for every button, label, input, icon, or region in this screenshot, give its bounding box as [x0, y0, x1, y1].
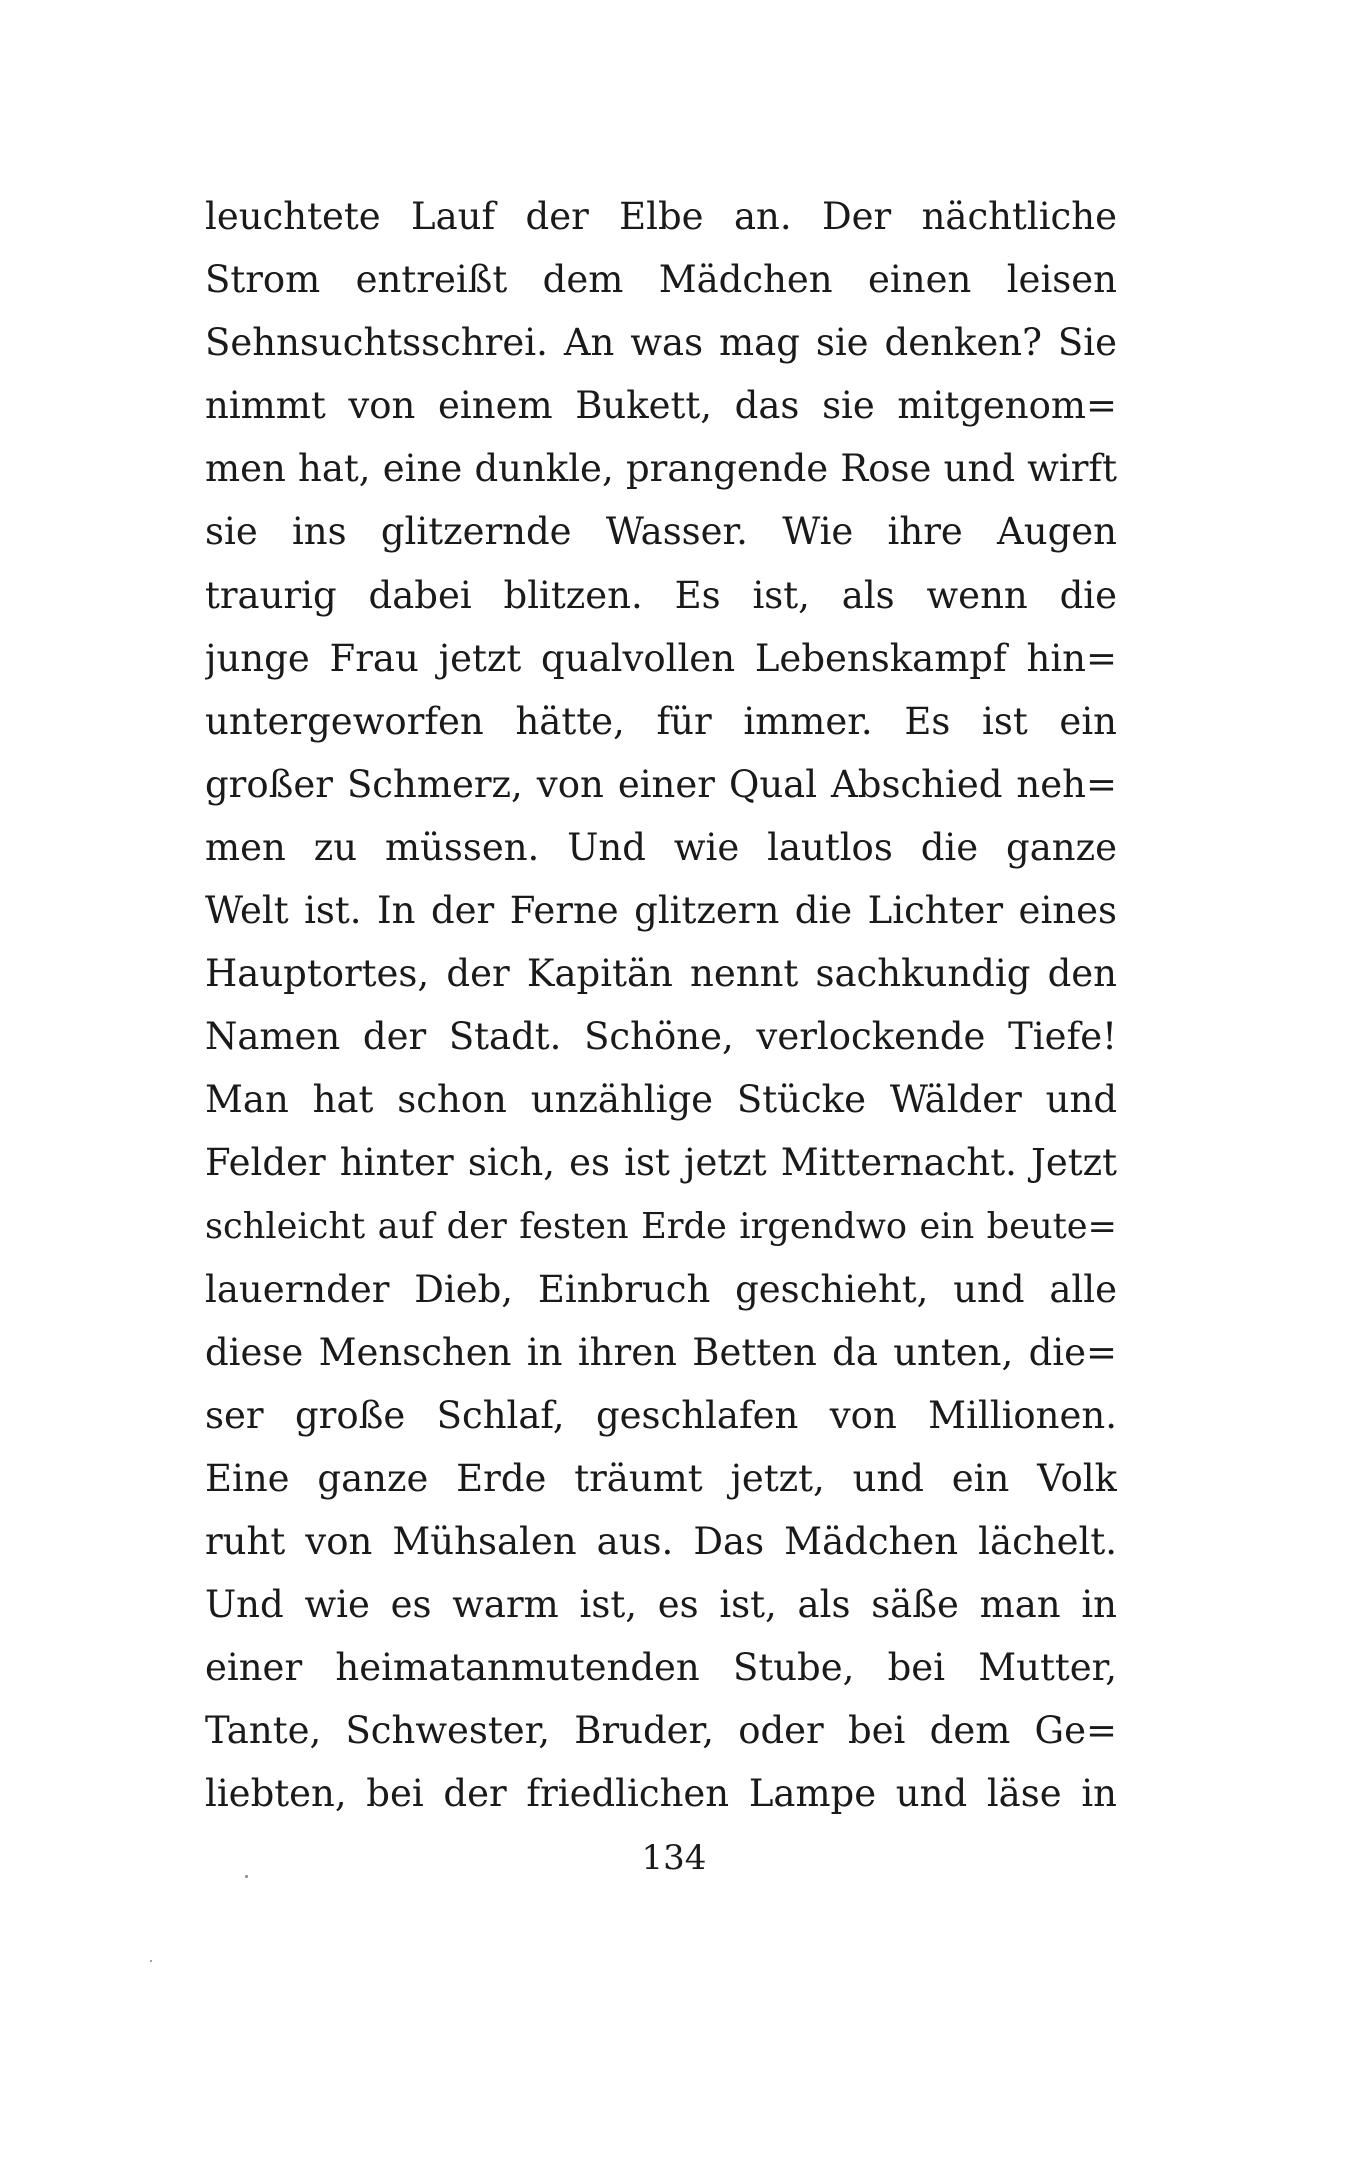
text-line: Tante, Schwester, Bruder, oder bei dem Ge= — [205, 1709, 1117, 1753]
text-line: liebten, bei der friedlichen Lampe und läse in — [205, 1772, 1117, 1816]
text-line: men hat, eine dunkle, prangende Rose und wirft — [205, 447, 1117, 491]
text-line: Und wie es warm ist, es ist, als säße man in — [205, 1583, 1117, 1627]
text-line: men zu müssen. Und wie lautlos die ganze — [205, 825, 1117, 869]
text-line: Eine ganze Erde träumt jetzt, und ein Volk — [205, 1456, 1117, 1500]
text-line: schleicht auf der festen Erde irgendwo ein beute= — [205, 1205, 1117, 1247]
text-line: junge Frau jetzt qualvollen Lebenskampf hin= — [205, 636, 1117, 680]
text-line: leuchtete Lauf der Elbe an. Der nächtliche — [205, 195, 1117, 238]
text-line: ruht von Mühsalen aus. Das Mädchen lächelt. — [205, 1519, 1117, 1563]
body-text — [205, 185, 1117, 1825]
text-line: Sehnsuchtsschrei. An was mag sie denken? Sie — [205, 321, 1117, 365]
paper-speck — [245, 1875, 248, 1878]
text-line: einer heimatanmutenden Stube, bei Mutter, — [205, 1646, 1117, 1690]
text-line: Felder hinter sich, es ist jetzt Mitternacht. Jetzt — [205, 1141, 1117, 1185]
text-line: lauernder Dieb, Einbruch geschieht, und alle — [205, 1267, 1117, 1311]
text-line: Man hat schon unzählige Stücke Wälder und — [205, 1078, 1117, 1122]
text-line: großer Schmerz, von einer Qual Abschied neh= — [205, 762, 1117, 806]
text-line: Hauptortes, der Kapitän nennt sachkundig den — [205, 952, 1117, 996]
page-number: 134 — [641, 1838, 707, 1878]
text-line: Welt ist. In der Ferne glitzern die Lichter eines — [205, 889, 1117, 933]
text-line: diese Menschen in ihren Betten da unten, die= — [205, 1330, 1117, 1374]
text-line: nimmt von einem Bukett, das sie mitgenom= — [205, 384, 1117, 428]
text-line: ser große Schlaf, geschlafen von Millionen. — [205, 1393, 1117, 1437]
text-line: untergeworfen hätte, für immer. Es ist ein — [205, 699, 1117, 743]
text-line: Strom entreißt dem Mädchen einen leisen — [205, 258, 1117, 302]
text-line: traurig dabei blitzen. Es ist, als wenn die — [205, 573, 1117, 617]
text-line: Namen der Stadt. Schöne, verlockende Tiefe! — [205, 1015, 1117, 1059]
paper-speck — [150, 1960, 152, 1962]
text-line: sie ins glitzernde Wasser. Wie ihre Augen — [205, 510, 1117, 554]
